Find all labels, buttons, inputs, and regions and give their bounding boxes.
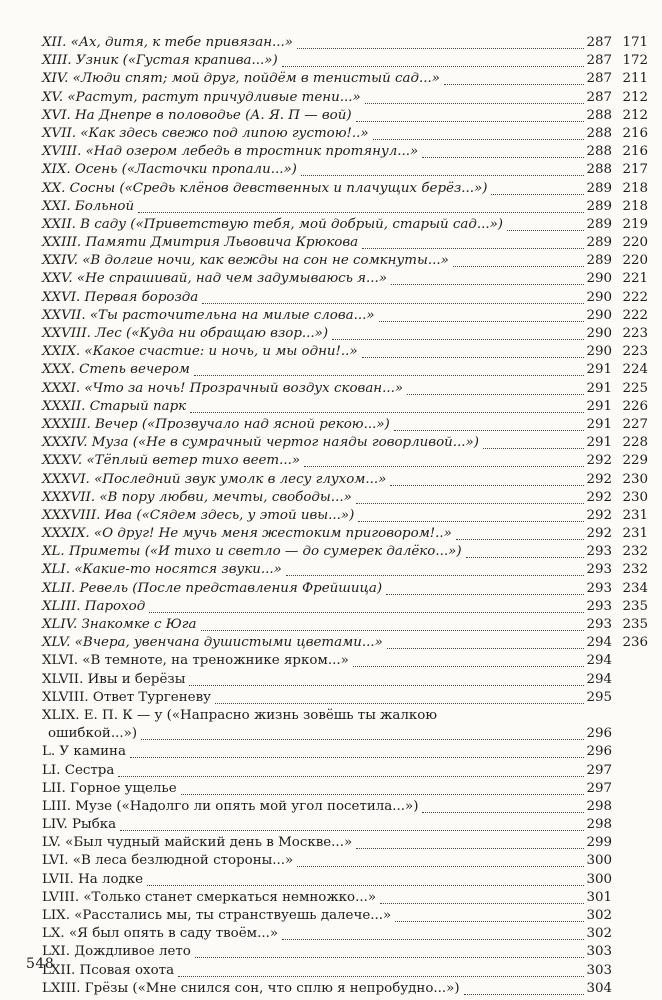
toc-entry-page: 289	[586, 253, 612, 269]
toc-entry-number: 231	[622, 507, 648, 523]
toc-entry	[0, 416, 662, 434]
dot-leader	[201, 616, 584, 631]
toc-entry-number: 219	[622, 216, 648, 232]
toc-entry-title: XXVII. «Ты расточительна на милые слова...»	[42, 307, 375, 323]
toc-entry-page: 287	[586, 89, 612, 105]
dot-leader	[390, 471, 584, 486]
toc-entry-title: XLIX. Е. П. К — у («Напрасно жизнь зовёшь ты жалкою	[42, 707, 438, 723]
toc-entry	[0, 834, 662, 852]
toc-entry-number: 217	[622, 162, 648, 178]
dot-leader	[215, 689, 584, 704]
dot-leader	[386, 580, 584, 595]
toc-entry	[0, 216, 662, 234]
toc-entry	[0, 143, 662, 161]
toc-entry-number: 228	[622, 435, 648, 451]
dot-leader	[138, 198, 584, 213]
toc-entry	[0, 161, 662, 179]
toc-entry-number: 218	[622, 198, 648, 214]
toc-entry	[0, 452, 662, 470]
toc-entry-page: 287	[586, 53, 612, 69]
toc-entry-number: 235	[622, 598, 648, 614]
toc-entry	[0, 616, 662, 634]
toc-entry-title: XXIV. «В долгие ночи, как вежды на сон не сомкнуты...»	[42, 253, 449, 269]
dot-leader	[181, 780, 584, 795]
toc-entry-number: 230	[622, 471, 648, 487]
toc-entry-number: 221	[622, 271, 648, 287]
toc-entry-page: 304	[586, 980, 612, 996]
dot-leader	[491, 180, 584, 195]
dot-leader	[507, 216, 584, 231]
toc-entry	[0, 198, 662, 216]
toc-entry-number: 231	[622, 526, 648, 542]
toc-entry-title: ошибкой...»)	[48, 726, 138, 742]
toc-entry-title: XXX. Степь вечером	[42, 362, 190, 378]
toc-entry-number: 212	[622, 89, 648, 105]
toc-entry-page: 301	[586, 889, 612, 905]
toc-entry-title: LII. Горное ущелье	[42, 780, 177, 796]
toc-entry	[0, 561, 662, 579]
toc-entry-page: 289	[586, 235, 612, 251]
dot-leader	[356, 107, 584, 122]
toc-entry	[0, 943, 662, 961]
toc-entry-page: 293	[586, 617, 612, 632]
toc-entry-title: XVIII. «Над озером лебедь в тростник протянул...»	[42, 144, 419, 160]
toc-entry-page: 303	[586, 962, 612, 978]
toc-entry-title: XXIII. Памяти Дмитрия Львовича Крюкова	[42, 235, 359, 251]
toc-entry-page: 288	[586, 144, 612, 160]
toc-entry	[0, 798, 662, 816]
toc-entry	[0, 89, 662, 107]
dot-leader	[190, 398, 584, 413]
toc-entry-title: XX. Сосны («Средь клёнов девственных и плачущих берёз...»)	[42, 180, 488, 196]
toc-entry-title: XLIV. Знакомке с Юга	[42, 617, 197, 632]
toc-entry-number: 220	[622, 235, 648, 251]
toc-entry-title: XLI. «Какие-то носятся звуки...»	[42, 562, 282, 578]
toc-entry	[0, 962, 662, 980]
toc-entry-number: 211	[622, 71, 648, 87]
toc-entry-page: 290	[586, 289, 612, 305]
toc-entry-page: 292	[586, 526, 612, 542]
table-of-contents	[0, 34, 662, 998]
toc-entry-page: 290	[586, 344, 612, 360]
toc-entry-number: 235	[622, 617, 648, 632]
toc-entry	[0, 525, 662, 543]
toc-entry-title: XLII. Ревель (После представления Фрейшица)	[42, 580, 383, 596]
dot-leader	[332, 325, 584, 340]
dot-leader	[282, 52, 584, 67]
toc-entry-title: XLV. «Вчера, увенчана душистыми цветами...»	[42, 635, 383, 651]
dot-leader	[373, 125, 584, 140]
toc-entry	[0, 543, 662, 561]
toc-entry-page: 292	[586, 471, 612, 487]
toc-entry	[0, 471, 662, 489]
dot-leader	[297, 34, 584, 49]
toc-entry-title: XVII. «Как здесь свежо под липою густою!..»	[42, 125, 369, 141]
toc-entry-page: 295	[586, 689, 612, 705]
toc-entry	[0, 871, 662, 889]
toc-entry	[0, 743, 662, 761]
dot-leader	[362, 343, 584, 358]
dot-leader	[194, 361, 584, 376]
toc-entry-title: XIV. «Люди спят; мой друг, пойдём в тенистый сад...»	[42, 71, 440, 87]
toc-entry	[0, 780, 662, 798]
toc-entry-title: XLVIII. Ответ Тургеневу	[42, 689, 211, 705]
toc-entry	[0, 307, 662, 325]
toc-entry-page: 300	[586, 853, 612, 869]
toc-entry-title: LVIII. «Только станет смеркаться немножко...»	[42, 889, 377, 905]
toc-entry-page: 292	[586, 453, 612, 469]
toc-entry-page: 293	[586, 580, 612, 596]
toc-entry-page: 291	[586, 398, 612, 414]
toc-entry-title: LVI. «В леса безлюдной стороны...»	[42, 853, 294, 869]
toc-entry	[0, 925, 662, 943]
toc-entry-title: XLIII. Пароход	[42, 598, 146, 614]
toc-entry-title: XXIX. «Какое счастие: и ночь, и мы одни!..»	[42, 344, 358, 360]
toc-entry	[0, 671, 662, 689]
toc-entry	[0, 652, 662, 670]
dot-leader	[202, 289, 584, 304]
toc-entry-number: 223	[622, 344, 648, 360]
toc-entry-number: 230	[622, 489, 648, 505]
toc-entry-page: 291	[586, 416, 612, 432]
toc-entry-title: L. У камина	[42, 744, 126, 760]
dot-leader	[380, 889, 584, 904]
dot-leader	[453, 252, 584, 267]
toc-entry	[0, 707, 662, 725]
dot-leader	[282, 925, 584, 940]
page-number: 548	[26, 956, 55, 972]
toc-entry	[0, 852, 662, 870]
toc-entry-title: XV. «Растут, растут причудливые тени...»	[42, 89, 361, 105]
dot-leader	[387, 634, 584, 649]
toc-entry-number: 222	[622, 307, 648, 323]
toc-entry	[0, 52, 662, 70]
toc-entry-number: 216	[622, 144, 648, 160]
toc-entry-title: XXXVII. «В пору любви, мечты, свободы...»	[42, 489, 352, 505]
toc-entry-page: 290	[586, 326, 612, 341]
toc-entry-page: 289	[586, 216, 612, 232]
toc-entry-page: 290	[586, 271, 612, 287]
dot-leader	[286, 561, 584, 576]
dot-leader	[297, 852, 584, 867]
toc-entry-page: 303	[586, 944, 612, 960]
dot-leader	[444, 70, 584, 85]
dot-leader	[356, 834, 584, 849]
toc-entry-title: XXXIII. Вечер («Прозвучало над ясной рекою...»)	[42, 416, 390, 432]
toc-entry	[0, 725, 662, 743]
toc-entry-page: 287	[586, 71, 612, 87]
toc-entry-title: XXXII. Старый парк	[42, 398, 187, 414]
dot-leader	[365, 89, 584, 104]
toc-entry-title: XXXV. «Тёплый ветер тихо веет...»	[42, 453, 301, 469]
toc-entry	[0, 889, 662, 907]
toc-entry-page: 297	[586, 762, 612, 778]
toc-entry-page: 292	[586, 489, 612, 505]
toc-entry-number: 218	[622, 180, 648, 196]
toc-entry-number: 171	[622, 35, 648, 50]
dot-leader	[120, 816, 584, 831]
toc-entry-page: 291	[586, 362, 612, 378]
toc-entry-page: 289	[586, 198, 612, 214]
dot-leader	[353, 652, 584, 667]
toc-entry-title: XXXVIII. Ива («Сядем здесь, у этой ивы...»)	[42, 507, 355, 523]
toc-entry-title: LXIII. Грёзы («Мне снился сон, что сплю я непробудно...»)	[42, 980, 460, 996]
dot-leader	[358, 507, 584, 522]
dot-leader	[466, 543, 584, 558]
dot-leader	[304, 452, 584, 467]
toc-entry-number: 229	[622, 453, 648, 469]
toc-entry-number: 232	[622, 544, 648, 560]
toc-entry-title: XXXI. «Что за ночь! Прозрачный воздух скован...»	[42, 380, 404, 396]
toc-entry-number: 222	[622, 289, 648, 305]
toc-entry	[0, 507, 662, 525]
toc-entry-page: 293	[586, 544, 612, 560]
toc-entry-page: 293	[586, 598, 612, 614]
dot-leader	[395, 907, 584, 922]
toc-entry	[0, 343, 662, 361]
toc-entry-title: XLVII. Ивы и берёзы	[42, 671, 186, 687]
toc-entry-number: 216	[622, 125, 648, 141]
toc-entry-title: XLVI. «В темноте, на треножнике ярком...»	[42, 653, 349, 669]
toc-entry-page: 288	[586, 162, 612, 178]
toc-entry	[0, 689, 662, 707]
toc-entry-page: 290	[586, 307, 612, 323]
toc-entry-page: 293	[586, 562, 612, 578]
toc-entry-title: LIV. Рыбка	[42, 817, 117, 833]
toc-entry-title: LI. Сестра	[42, 762, 115, 778]
toc-entry-title: XXVI. Первая борозда	[42, 289, 199, 305]
toc-entry-page: 291	[586, 435, 612, 451]
dot-leader	[407, 380, 584, 395]
toc-entry	[0, 580, 662, 598]
dot-leader	[379, 307, 584, 322]
toc-entry	[0, 325, 662, 343]
toc-entry-number: 236	[622, 635, 648, 651]
toc-entry-page: 294	[586, 671, 612, 687]
dot-leader	[149, 598, 584, 613]
toc-entry-page: 292	[586, 507, 612, 523]
dot-leader	[422, 798, 584, 813]
toc-entry-title: XXVIII. Лес («Куда ни обращаю взор...»)	[42, 326, 329, 341]
dot-leader	[178, 962, 584, 977]
toc-entry	[0, 252, 662, 270]
toc-entry-number: 232	[622, 562, 648, 578]
toc-entry-number: 223	[622, 326, 648, 341]
toc-entry-number: 234	[622, 580, 648, 596]
toc-entry-number: 227	[622, 416, 648, 432]
toc-entry	[0, 107, 662, 125]
dot-leader	[301, 161, 584, 176]
toc-entry-page: 294	[586, 653, 612, 669]
toc-entry	[0, 70, 662, 88]
dot-leader	[147, 871, 584, 886]
toc-entry	[0, 361, 662, 379]
toc-entry-title: XII. «Ах, дитя, к тебе привязан...»	[42, 35, 293, 50]
toc-entry-title: LXII. Псовая охота	[42, 962, 175, 978]
toc-entry-title: LX. «Я был опять в саду твоём...»	[42, 926, 279, 942]
toc-entry-page: 287	[586, 35, 612, 50]
toc-entry-page: 299	[586, 835, 612, 851]
toc-entry-number: 225	[622, 380, 648, 396]
dot-leader	[394, 416, 584, 431]
toc-entry-page: 289	[586, 180, 612, 196]
toc-entry-title: LV. «Был чудный майский день в Москве...»	[42, 835, 353, 851]
dot-leader	[195, 943, 584, 958]
dot-leader	[391, 270, 584, 285]
toc-entry-title: LIII. Музе («Надолго ли опять мой угол посетила...»)	[42, 798, 419, 814]
toc-entry-page: 297	[586, 780, 612, 796]
toc-entry-title: XIII. Узник («Густая крапива...»)	[42, 53, 278, 69]
toc-entry-title: XVI. На Днепре в половодье (А. Я. П — вой)	[42, 107, 352, 123]
toc-entry	[0, 125, 662, 143]
toc-entry-page: 288	[586, 107, 612, 123]
toc-entry	[0, 180, 662, 198]
dot-leader	[483, 434, 584, 449]
toc-entry-number: 220	[622, 253, 648, 269]
toc-entry	[0, 816, 662, 834]
toc-entry	[0, 762, 662, 780]
toc-entry-number: 172	[622, 53, 648, 69]
toc-entry-page: 296	[586, 744, 612, 760]
dot-leader	[362, 234, 584, 249]
toc-entry	[0, 34, 662, 52]
dot-leader	[422, 143, 584, 158]
dot-leader	[130, 743, 584, 758]
toc-entry	[0, 380, 662, 398]
toc-entry-title: XXXVI. «Последний звук умолк в лесу глухом...»	[42, 471, 387, 487]
toc-entry-title: XXXIV. Муза («Не в сумрачный чертог наяды говорливой...»)	[42, 435, 479, 451]
dot-leader	[118, 762, 584, 777]
toc-entry	[0, 598, 662, 616]
toc-entry	[0, 398, 662, 416]
toc-entry-title: XXII. В саду («Приветствую тебя, мой добрый, старый сад...»)	[42, 216, 504, 232]
toc-entry-number: 212	[622, 107, 648, 123]
toc-entry-title: LIX. «Расстались мы, ты странствуешь далече...»	[42, 908, 392, 923]
dot-leader	[356, 489, 584, 504]
toc-entry-page: 302	[586, 908, 612, 923]
toc-entry-page: 288	[586, 125, 612, 141]
toc-entry-page: 302	[586, 926, 612, 942]
toc-entry-page: 296	[586, 726, 612, 742]
toc-entry	[0, 234, 662, 252]
toc-entry-title: XXI. Больной	[42, 198, 135, 214]
dot-leader	[456, 525, 584, 540]
toc-entry-title: LVII. На лодке	[42, 871, 144, 887]
dot-leader	[464, 980, 584, 995]
dot-leader	[189, 671, 584, 686]
toc-entry-number: 226	[622, 398, 648, 414]
toc-entry-page: 294	[586, 635, 612, 651]
toc-entry-title: XXXIX. «О друг! Не мучь меня жестоким приговором!..»	[42, 526, 452, 542]
toc-entry	[0, 907, 662, 925]
toc-entry-title: LXI. Дождливое лето	[42, 944, 191, 960]
toc-entry-title: XL. Приметы («И тихо и светло — до сумерек далёко...»)	[42, 544, 462, 560]
toc-entry-title: XIX. Осень («Ласточки пропали...»)	[42, 162, 297, 178]
toc-entry	[0, 634, 662, 652]
toc-entry	[0, 980, 662, 998]
toc-entry	[0, 434, 662, 452]
toc-entry	[0, 289, 662, 307]
toc-entry	[0, 270, 662, 288]
toc-entry-page: 300	[586, 871, 612, 887]
toc-entry-title: XXV. «Не спрашивай, над чем задумываюсь я...»	[42, 271, 388, 287]
toc-entry	[0, 489, 662, 507]
dot-leader	[141, 725, 584, 740]
toc-entry-page: 291	[586, 380, 612, 396]
toc-entry-page: 298	[586, 817, 612, 833]
toc-entry-page: 298	[586, 798, 612, 814]
toc-entry-number: 224	[622, 362, 648, 378]
